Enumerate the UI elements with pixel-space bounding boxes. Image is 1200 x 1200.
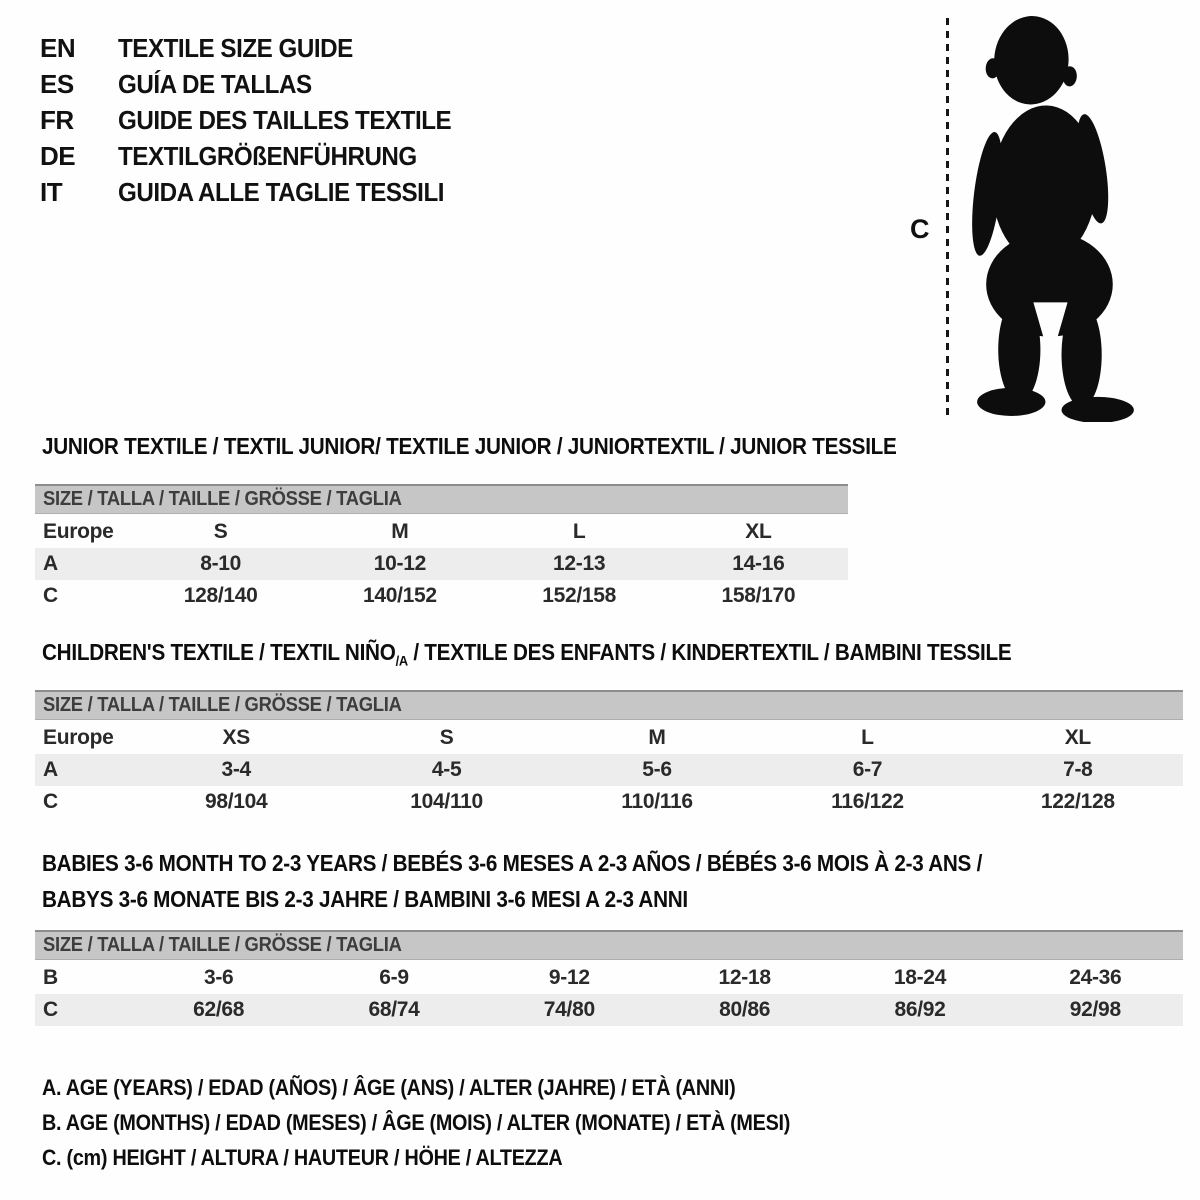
row-header-label: Europe: [43, 726, 114, 749]
guide-title: TEXTILGRÖßENFÜHRUNG: [118, 140, 417, 171]
table-row: [35, 548, 848, 580]
table-cell: 128/140: [183, 584, 258, 607]
column-header: L: [572, 520, 586, 543]
size-bar-label: SIZE / TALLA / TAILLE / GRÖSSE / TAGLIA: [43, 694, 402, 716]
column-header: XL: [745, 520, 772, 543]
row-label: A: [43, 758, 58, 781]
table-cell: 3-6: [203, 966, 234, 989]
row-label: C: [43, 584, 58, 607]
table-cell: 68/74: [368, 998, 420, 1021]
title-subscript: /A: [395, 653, 408, 670]
table-cell: 80/86: [719, 998, 771, 1021]
section-children-textile: [35, 640, 1183, 818]
language-title-list: [40, 30, 476, 210]
table-row: [35, 754, 1183, 786]
table-cell: 86/92: [894, 998, 946, 1021]
table-row: [35, 580, 848, 612]
table-cell: 62/68: [193, 998, 245, 1021]
table-cell: 110/116: [621, 790, 693, 813]
table-cell: 98/104: [204, 790, 268, 813]
language-code: EN: [40, 32, 76, 63]
guide-title: GUÍA DE TALLAS: [118, 68, 312, 99]
language-row: [40, 138, 476, 174]
language-row: [40, 102, 476, 138]
table-header-row: [35, 722, 1183, 754]
section-title: JUNIOR TEXTILE / TEXTIL JUNIOR/ TEXTILE JUNIOR / JUNIORTEXTIL / JUNIOR TESSILE: [42, 433, 897, 459]
language-code: IT: [40, 176, 63, 207]
junior-size-table: [35, 516, 848, 612]
table-cell: 6-7: [852, 758, 883, 781]
height-measure-label: C: [910, 214, 930, 244]
table-cell: 6-9: [379, 966, 409, 989]
toddler-silhouette-icon: [968, 8, 1146, 422]
title-line: BABIES 3-6 MONTH TO 2-3 YEARS / BEBÉS 3-6 MESES A 2-3 AÑOS / BÉBÉS 3-6 MOIS À 2-3 ANS /: [42, 850, 983, 876]
column-header: M: [391, 520, 409, 543]
table-cell: 8-10: [200, 552, 242, 575]
table-row: [35, 994, 1183, 1026]
guide-title: GUIDE DES TAILLES TEXTILE: [118, 104, 452, 135]
column-header: S: [439, 726, 454, 749]
table-cell: 7-8: [1063, 758, 1093, 781]
column-header: XL: [1064, 726, 1091, 749]
row-label: B: [43, 966, 58, 989]
title-text: CHILDREN'S TEXTILE / TEXTIL NIÑO: [42, 639, 396, 665]
column-header: XS: [222, 726, 250, 749]
table-cell: 122/128: [1040, 790, 1115, 813]
column-header: M: [648, 726, 666, 749]
footnote-age-years: A. AGE (YEARS) / EDAD (AÑOS) / ÂGE (ANS) / ALTER (JAHRE) / ETÀ (ANNI): [42, 1075, 736, 1100]
language-row: [40, 30, 476, 66]
size-bar: [35, 930, 1183, 960]
size-bar-label: SIZE / TALLA / TAILLE / GRÖSSE / TAGLIA: [43, 488, 402, 510]
table-cell: 140/152: [362, 584, 437, 607]
guide-title: GUIDA ALLE TAGLIE TESSILI: [118, 176, 445, 207]
row-header-label: Europe: [43, 520, 114, 543]
height-measure-dashed-line: [946, 18, 949, 415]
section-title: [35, 845, 1183, 917]
table-cell: 12-18: [718, 966, 771, 989]
table-cell: 14-16: [732, 552, 785, 575]
table-cell: 4-5: [431, 758, 462, 781]
table-row: [35, 962, 1183, 994]
babies-size-table: [35, 962, 1183, 1026]
column-header: S: [213, 520, 228, 543]
language-row: [40, 174, 476, 210]
title-line: BABYS 3-6 MONATE BIS 2-3 JAHRE / BAMBINI 3-6 MESI A 2-3 ANNI: [42, 886, 688, 912]
table-cell: 74/80: [543, 998, 595, 1021]
table-cell: 158/170: [721, 584, 796, 607]
table-cell: 18-24: [893, 966, 947, 989]
size-bar-label: SIZE / TALLA / TAILLE / GRÖSSE / TAGLIA: [43, 934, 402, 956]
guide-title: TEXTILE SIZE GUIDE: [118, 32, 353, 63]
table-cell: 24-36: [1069, 966, 1122, 989]
table-cell: 12-13: [553, 552, 606, 575]
language-code: DE: [40, 140, 76, 171]
row-label: C: [43, 998, 58, 1021]
column-header: L: [861, 726, 874, 749]
footnote-height-cm: C. (cm) HEIGHT / ALTURA / HAUTEUR / HÖHE / ALTEZZA: [42, 1145, 563, 1170]
size-bar: [35, 484, 848, 514]
title-text: / TEXTILE DES ENFANTS / KINDERTEXTIL / BAMBINI TESSILE: [407, 639, 1012, 665]
table-cell: 3-4: [221, 758, 251, 781]
language-code: FR: [40, 104, 74, 135]
table-cell: 152/158: [542, 584, 617, 607]
table-cell: 92/98: [1069, 998, 1121, 1021]
table-cell: 5-6: [642, 758, 672, 781]
section-junior-textile: [35, 433, 897, 612]
section-babies-textile: [35, 845, 1183, 1026]
footnote-legend: [42, 1070, 873, 1175]
table-cell: 104/110: [410, 790, 483, 813]
section-title: [42, 639, 1069, 670]
language-row: [40, 66, 476, 102]
table-cell: 9-12: [548, 966, 590, 989]
table-row: [35, 786, 1183, 818]
footnote-age-months: B. AGE (MONTHS) / EDAD (MESES) / ÂGE (MOIS) / ALTER (MONATE) / ETÀ (MESI): [42, 1110, 791, 1135]
table-cell: 10-12: [373, 552, 426, 575]
children-size-table: [35, 722, 1183, 818]
row-label: A: [43, 552, 58, 575]
row-label: C: [43, 790, 58, 813]
table-cell: 116/122: [831, 790, 904, 813]
table-header-row: [35, 516, 848, 548]
size-bar: [35, 690, 1183, 720]
language-code: ES: [40, 68, 74, 99]
